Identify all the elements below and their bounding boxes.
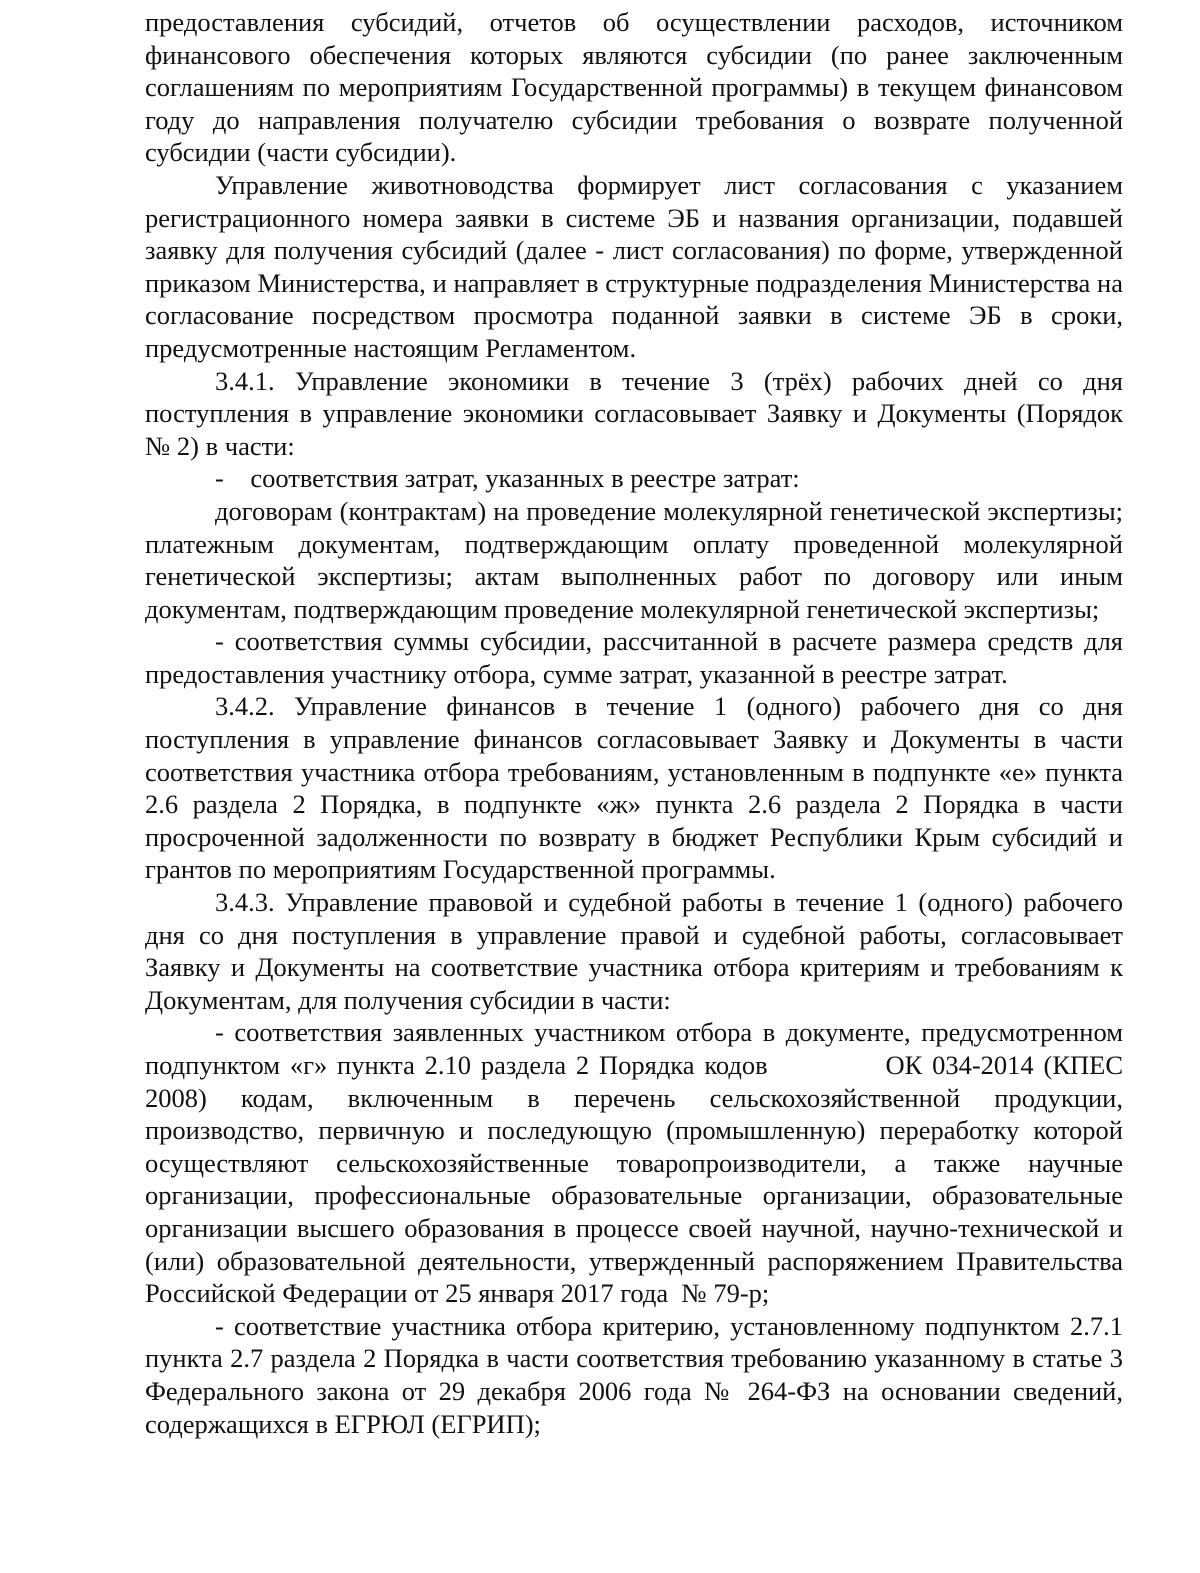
document-page: [145, 6, 1130, 1440]
paragraph-contracts: договорам (контрактам) на проведение молекулярной генетической экспертизы; платежным документам, подтверждающим оплату проведенной молекулярной генетической экспертизы; актам выполненных работ по договору или иным документам, подтверждающим проведение молекулярной генетической экспертизы;: [145, 495, 1123, 624]
list-item-subsidy-sum: - соответствия суммы субсидии, рассчитанной в расчете размера средств для предоставления участнику отбора, сумме затрат, указанной в реестре затрат.: [145, 626, 1123, 689]
list-item-codes: - соответствия заявленных участником отбора в документе, предусмотренном подпунктом «г» пункта 2.10 раздела 2 Порядка кодов ОК 034-2014 (КПЕС 2008) кодам, включенным в перечень сельскохозяйственной продукции, производство, первичную и последующую (промышленную) переработку которой осуществляют сельскохозяйственные товаропроизводители, а также научные организации, профессиональные образовательные организации, образовательные организации высшего образования в процессе своей научной, научно-технической и (или) образовательной деятельности, утвержденный распоряжением Правительства Российской Федерации от 25 января 2017 года № 79-р;: [145, 1017, 1130, 1309]
list-item-criterion: - соответствие участника отбора критерию, установленному подпунктом 2.7.1 пункта 2.7 раздела 2 Порядка в части соответствия требованию указанному в статье 3 Федерального закона от 29 декабря 2006 года № 264-ФЗ на основании сведений, содержащихся в ЕГРЮЛ (ЕГРИП);: [145, 1310, 1123, 1439]
paragraph-3-4-3: 3.4.3. Управление правовой и судебной работы в течение 1 (одного) рабочего дня со дня поступления в управление правой и судебной работы, согласовывает Заявку и Документы на соответствие участника отбора критериям и требованиям к Документам, для получения субсидии в части:: [145, 887, 1123, 1015]
paragraph-approval-sheet: Управление животноводства формирует лист согласования с указанием регистрационного номера заявки в системе ЭБ и названия организации, подавшей заявку для получения субсидий (далее - лист согласования) по форме, утвержденной приказом Министерства, и направляет в структурные подразделения Министерства на согласование посредством просмотра поданной заявки в системе ЭБ в сроки, предусмотренные настоящим Регламентом.: [145, 169, 1123, 363]
paragraph-3-4-1: 3.4.1. Управление экономики в течение 3 (трёх) рабочих дней со дня поступления в управление экономики согласовывает Заявку и Документы (Порядок № 2) в части:: [145, 365, 1123, 461]
paragraph-continuation: предоставления субсидий, отчетов об осуществлении расходов, источником финансового обеспечения которых являются субсидии (по ранее заключенным соглашениям по мероприятиям Государственной программы) в текущем финансовом году до направления получателю субсидии требования о возврате полученной субсидии (части субсидии).: [145, 7, 1123, 168]
paragraph-3-4-2: 3.4.2. Управление финансов в течение 1 (одного) рабочего дня со дня поступления в управление финансов согласовывает Заявку и Документы в части соответствия участника отбора требованиям, установленным в подпункте «е» пункта 2.6 раздела 2 Порядка, в подпункте «ж» пункта 2.6 раздела 2 Порядка в части просроченной задолженности по возврату в бюджет Республики Крым субсидий и грантов по мероприятиям Государственной программы.: [145, 691, 1123, 885]
list-item-costs: - соответствия затрат, указанных в реестре затрат:: [215, 463, 800, 494]
